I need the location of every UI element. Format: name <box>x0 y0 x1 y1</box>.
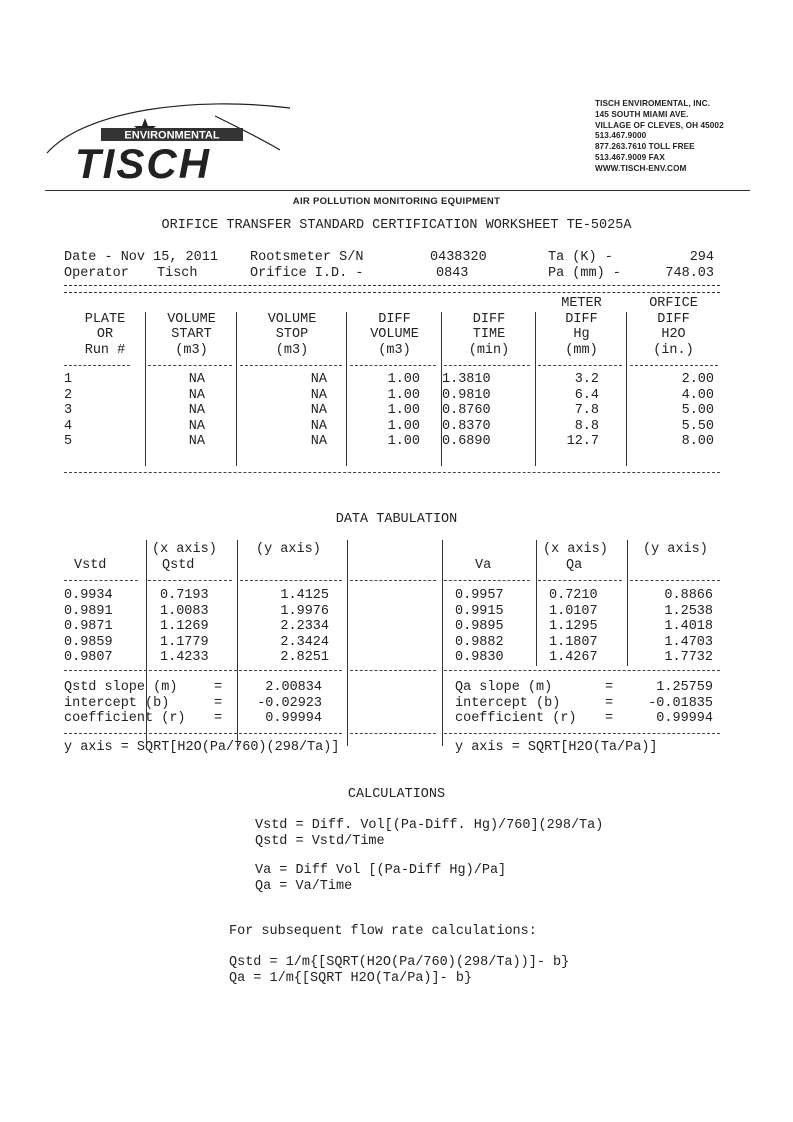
column-header: DIFF <box>657 312 690 327</box>
table-cell: 5 <box>64 434 73 449</box>
website-line: WWW.TISCH-ENV.COM <box>595 163 687 173</box>
dashed-rule <box>64 472 720 473</box>
stat-label: Qstd slope (m) <box>64 680 178 695</box>
formula-right: y axis = SQRT[H2O(Ta/Pa)] <box>455 740 658 755</box>
table-cell: 7.8 <box>574 403 599 418</box>
table-cell: 0.8370 <box>442 418 491 434</box>
table-cell: 0.8760 <box>442 403 491 418</box>
column-header: Run # <box>84 343 126 358</box>
table-cell: 1.3810 <box>442 372 491 387</box>
dashed-rule <box>444 365 530 366</box>
stat-equals: = <box>605 711 614 726</box>
stat-value: -0.02923 <box>257 695 322 711</box>
pa-value: 748.03 <box>665 266 714 281</box>
column-header: (mm) <box>565 343 598 358</box>
column-divider <box>347 540 348 746</box>
table-cell: 2.3424 <box>280 634 329 650</box>
column-header: H2O <box>661 327 686 342</box>
column-header: (m3) <box>175 343 208 358</box>
table-cell: 1.0107 <box>549 603 598 619</box>
stat-value: 0.99994 <box>265 711 322 726</box>
dashed-rule <box>148 365 232 366</box>
table-cell: 1.4125 <box>280 588 329 603</box>
table-cell: 1.0083 <box>160 603 209 619</box>
table-cell: NA <box>188 387 205 403</box>
column-header: DIFF <box>565 312 598 327</box>
table-cell: 4.00 <box>681 387 714 403</box>
table-cell: 12.7 <box>566 434 599 449</box>
column-header: Vstd <box>74 558 107 573</box>
stat-label: intercept (b) <box>455 695 561 711</box>
column-header: VOLUME <box>370 327 419 342</box>
table-cell: NA <box>188 418 205 434</box>
orifice-label: Orifice I.D. - <box>250 266 364 281</box>
table-cell: 1.7732 <box>664 650 713 665</box>
dashed-rule <box>444 733 720 734</box>
dashed-rule <box>444 670 720 671</box>
table-cell: 0.9891 <box>64 603 113 619</box>
subsequent-note: For subsequent flow rate calculations: <box>229 924 537 939</box>
table-cell: 5.00 <box>681 403 714 418</box>
table-cell: 1 <box>64 372 73 387</box>
column-divider <box>536 540 537 666</box>
column-header: DIFF <box>378 312 411 327</box>
table-cell: 0.6890 <box>442 434 491 449</box>
column-header: Qstd <box>162 558 195 573</box>
dashed-rule <box>240 365 342 366</box>
stat-label: intercept (b) <box>64 695 170 711</box>
column-header: METER <box>561 296 602 311</box>
dashed-rule <box>538 365 622 366</box>
address-line: VILLAGE OF CLEVES, OH 45002 <box>595 120 724 130</box>
stat-value: 0.99994 <box>656 711 713 726</box>
table-cell: 1.00 <box>387 418 420 434</box>
dashed-rule <box>64 580 138 581</box>
tagline: AIR POLLUTION MONITORING EQUIPMENT <box>292 196 501 207</box>
table-cell: 8.00 <box>681 434 714 449</box>
table-cell: 1.00 <box>387 372 420 387</box>
table-cell: NA <box>310 372 327 387</box>
formula-qstd-subsequent: Qstd = 1/m{[SQRT(H2O(Pa/760)(298/Ta))]- b} <box>229 955 570 970</box>
table-cell: 0.9895 <box>455 619 504 634</box>
dashed-rule <box>148 580 232 581</box>
formula-left: y axis = SQRT[H2O(Pa/760)(298/Ta)] <box>64 740 340 755</box>
formula-qa-subsequent: Qa = 1/m{[SQRT H2O(Ta/Pa)]- b} <box>229 971 473 986</box>
table-cell: 1.1807 <box>549 634 598 650</box>
double-rule <box>64 285 720 293</box>
formula-va: Va = Diff Vol [(Pa-Diff Hg)/Pa] <box>255 863 507 878</box>
orifice-value: 0843 <box>436 266 469 281</box>
dashed-rule <box>350 733 436 734</box>
table-cell: NA <box>310 434 327 449</box>
column-header: VOLUME <box>267 312 317 327</box>
table-cell: 2 <box>64 387 73 403</box>
table-cell: 8.8 <box>574 418 599 434</box>
table-cell: 3 <box>64 403 73 418</box>
column-header: STOP <box>275 327 309 342</box>
dashed-rule <box>350 670 436 671</box>
column-header: (y axis) <box>256 542 321 557</box>
tollfree-line: 877.263.7610 TOLL FREE <box>595 142 695 152</box>
dashed-rule <box>630 365 718 366</box>
table-cell: NA <box>310 418 327 434</box>
dashed-rule <box>350 580 436 581</box>
table-cell: 1.00 <box>387 387 420 403</box>
column-header: (min) <box>468 343 510 358</box>
date-label: Date - Nov 15, 2011 <box>64 250 218 265</box>
column-header: PLATE <box>84 312 126 327</box>
tabulation-title: DATA TABULATION <box>335 512 458 527</box>
dashed-rule <box>64 365 130 366</box>
table-cell: 0.9830 <box>455 650 504 665</box>
column-header: (in.) <box>653 343 694 358</box>
stat-value: -0.01835 <box>648 695 713 711</box>
column-header: START <box>171 327 212 342</box>
stat-equals: = <box>214 680 223 695</box>
table-cell: NA <box>188 434 205 449</box>
stat-equals: = <box>605 680 614 695</box>
dashed-rule <box>630 580 720 581</box>
stat-value: 2.00834 <box>265 680 322 695</box>
table-cell: 0.9807 <box>64 650 113 665</box>
column-divider <box>442 540 443 746</box>
table-cell: 6.4 <box>574 387 599 403</box>
table-cell: NA <box>310 403 327 418</box>
table-cell: 1.2538 <box>664 603 713 619</box>
table-cell: NA <box>188 372 205 387</box>
table-cell: 0.9934 <box>64 588 113 603</box>
tisch-logo <box>45 98 290 183</box>
table-cell: 1.9976 <box>280 603 329 619</box>
header-rule <box>45 190 750 191</box>
formula-qa: Qa = Va/Time <box>255 879 353 894</box>
table-cell: 4 <box>64 418 73 434</box>
table-cell: NA <box>310 387 327 403</box>
stat-equals: = <box>605 695 614 711</box>
table-cell: 1.4233 <box>160 650 209 665</box>
dashed-rule <box>240 580 342 581</box>
dashed-rule <box>350 365 436 366</box>
fax-line: 513.467.9009 FAX <box>595 152 665 162</box>
dashed-rule <box>64 733 342 734</box>
column-header: (m3) <box>378 343 411 358</box>
table-cell: 2.2334 <box>280 619 329 634</box>
stat-label: Qa slope (m) <box>455 680 553 695</box>
logo-environmental-text: ENVIRONMENTAL <box>124 129 220 142</box>
dashed-rule <box>444 580 530 581</box>
column-header: (x axis) <box>543 542 608 557</box>
stat-label: coefficient (r) <box>455 711 577 726</box>
table-cell: 1.1295 <box>549 619 598 634</box>
column-header: TIME <box>472 327 506 342</box>
table-cell: 0.7210 <box>549 588 598 603</box>
column-header: (y axis) <box>643 542 708 557</box>
calculations-title: CALCULATIONS <box>347 787 446 802</box>
table-cell: 2.8251 <box>280 650 329 665</box>
stat-value: 1.25759 <box>656 680 713 695</box>
column-header: (m3) <box>275 343 309 358</box>
table-cell: 0.9871 <box>64 619 113 634</box>
ta-value: 294 <box>689 250 714 265</box>
table-cell: 1.00 <box>387 403 420 418</box>
table-cell: 0.7193 <box>160 588 209 603</box>
table-cell: 0.9915 <box>455 603 504 619</box>
table-cell: 0.9859 <box>64 634 113 650</box>
column-header: VOLUME <box>167 312 216 327</box>
table-cell: 0.9810 <box>442 387 491 403</box>
table-cell: 1.4703 <box>664 634 713 650</box>
table-cell: 1.00 <box>387 434 420 449</box>
table-cell: 1.4018 <box>664 619 713 634</box>
stat-label: coefficient (r) <box>64 711 186 726</box>
column-header: Va <box>475 558 492 573</box>
pa-label: Pa (mm) - <box>548 266 621 281</box>
phone-line: 513.467.9000 <box>595 131 647 141</box>
table-cell: NA <box>188 403 205 418</box>
table-cell: 1.1269 <box>160 619 209 634</box>
operator-label: Operator <box>64 266 129 281</box>
operator-value: Tisch <box>157 266 198 281</box>
logo-tisch-text: TISCH <box>75 140 211 183</box>
rootsmeter-value: 0438320 <box>430 250 487 265</box>
dashed-rule <box>538 580 622 581</box>
table-cell: 1.1779 <box>160 634 209 650</box>
formula-vstd: Vstd = Diff. Vol[(Pa-Diff. Hg)/760](298/Ta) <box>255 818 604 833</box>
table-cell: 0.8866 <box>664 588 713 603</box>
column-header: Qa <box>566 558 583 573</box>
table-cell: 3.2 <box>574 372 599 387</box>
formula-qstd: Qstd = Vstd/Time <box>255 834 385 849</box>
column-header: DIFF <box>472 312 506 327</box>
rootsmeter-label: Rootsmeter S/N <box>250 250 364 265</box>
ta-label: Ta (K) - <box>548 250 613 265</box>
table-cell: 0.9882 <box>455 634 504 650</box>
table-cell: 1.4267 <box>549 650 598 665</box>
column-header: (x axis) <box>152 542 217 557</box>
column-header: OR <box>96 327 114 342</box>
table-cell: 5.50 <box>681 418 714 434</box>
table-cell: 2.00 <box>681 372 714 387</box>
stat-equals: = <box>214 711 223 726</box>
worksheet-title: ORIFICE TRANSFER STANDARD CERTIFICATION WORKSHEET TE-5025A <box>161 218 632 233</box>
address-line: TISCH ENVIROMENTAL, INC. <box>595 99 711 108</box>
stat-equals: = <box>214 695 223 711</box>
company-address <box>595 99 724 175</box>
table-cell: 0.9957 <box>455 588 504 603</box>
column-header: ORFICE <box>649 296 698 311</box>
address-line: 145 SOUTH MIAMI AVE. <box>595 109 689 119</box>
dashed-rule <box>64 670 342 671</box>
column-header: Hg <box>573 327 590 342</box>
